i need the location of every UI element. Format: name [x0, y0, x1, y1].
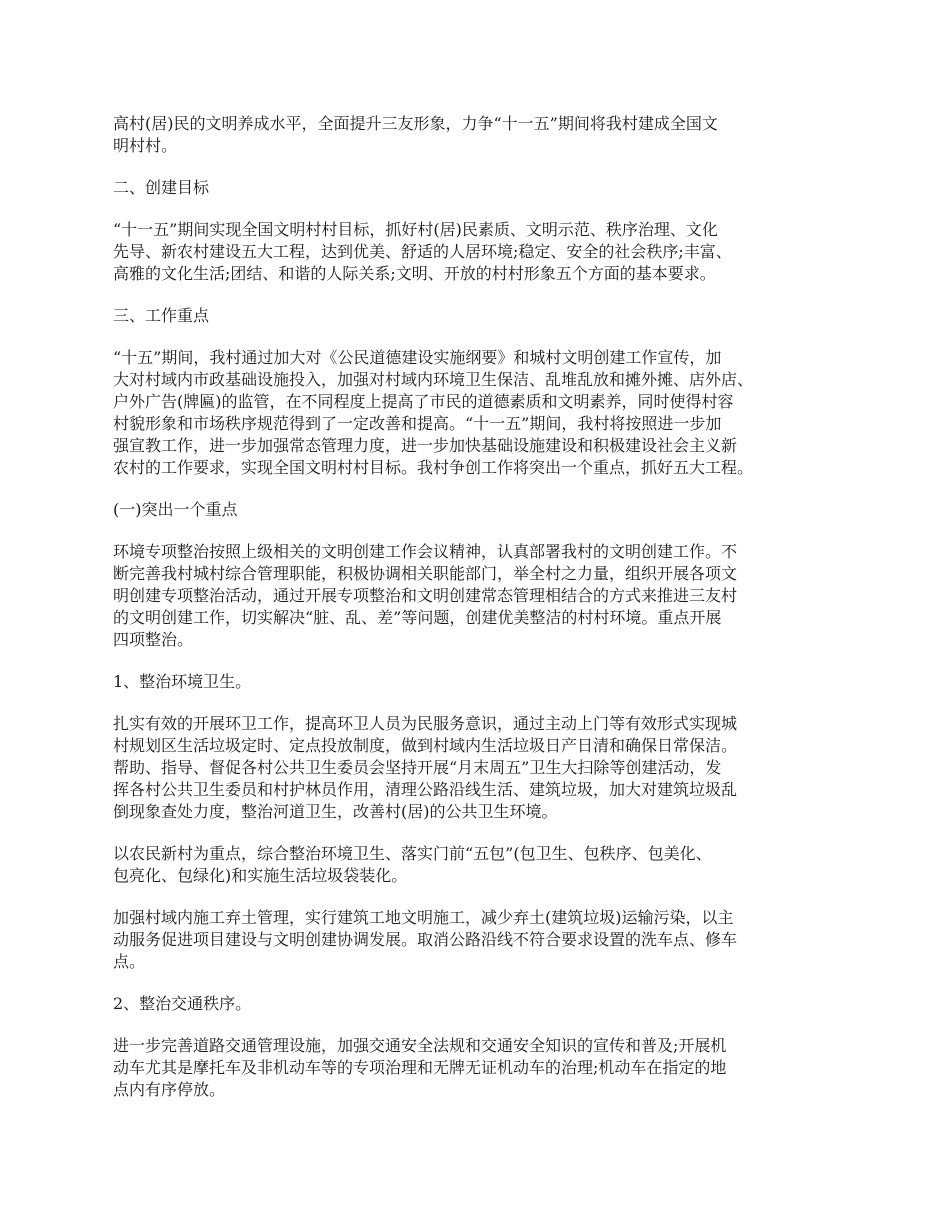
- text-line: 动车尤其是摩托车及非机动车等的专项治理和无牌无证机动车的治理;机动车在指定的地: [113, 1058, 727, 1077]
- text-line: 的文明创建工作，切实解决“脏、乱、差”等问题，创建优美整洁的村村环境。重点开展: [113, 608, 722, 627]
- text-line: 明创建专项整治活动，通过开展专项整治和文明创建常态管理相结合的方式来推进三友村: [113, 586, 738, 605]
- text-line: 加强村域内施工弃土管理，实行建筑工地文明施工，减少弃土(建筑垃圾)运输污染，以主: [113, 908, 734, 927]
- text-line: 高村(居)民的文明养成水平，全面提升三友形象，力争“十一五”期间将我村建成全国文: [113, 114, 718, 133]
- paragraph-env-rectify: [113, 541, 853, 651]
- text-line: 明村村。: [113, 136, 178, 155]
- heading-text: 1、整治环境卫生。: [113, 672, 252, 691]
- text-line: 动服务促进项目建设与文明创建协调发展。取消公路沿线不符合要求设置的洗车点、修车: [113, 930, 738, 949]
- text-line: 户外广告(牌匾)的监管，在不同程度上提高了市民的道德素质和文明素养，同时使得村容: [113, 392, 734, 411]
- document-page: [113, 113, 853, 1121]
- paragraph-traffic: [113, 1035, 853, 1101]
- item-heading-sanitation: [113, 671, 853, 693]
- text-line: 挥各村公共卫生委员和村护林员作用，清理公路沿线生活、建筑垃圾，加大对建筑垃圾乱: [113, 780, 738, 799]
- paragraph-intro-end: [113, 113, 853, 157]
- text-line: 断完善我村城村综合管理职能，积极协调相关职能部门，举全村之力量，组织开展各项文: [113, 564, 738, 583]
- text-line: 以农民新村为重点，综合整治环境卫生、落实门前“五包”(包卫生、包秩序、包美化、: [113, 844, 712, 863]
- heading-text: (一)突出一个重点: [113, 500, 238, 519]
- sub-heading-one-focus: [113, 499, 853, 521]
- paragraph-focus: [113, 347, 853, 479]
- text-line: 先导、新农村建设五大工程，达到优美、舒适的人居环境;稳定、安全的社会秩序;丰富、: [113, 242, 732, 261]
- text-line: 村规划区生活垃圾定时、定点投放制度，做到村域内生活垃圾日产日清和确保日常保洁。: [113, 736, 738, 755]
- item-heading-traffic: [113, 993, 853, 1015]
- text-line: 大对村域内市政基础设施投入，加强对村域内环境卫生保洁、乱堆乱放和摊外摊、店外店、: [113, 370, 754, 389]
- paragraph-construction: [113, 907, 853, 973]
- text-line: 强宣教工作，进一步加强常态管理力度，进一步加快基础设施建设和积极建设社会主义新: [113, 436, 738, 455]
- paragraph-sanitation: [113, 713, 853, 823]
- text-line: 环境专项整治按照上级相关的文明创建工作会议精神，认真部署我村的文明创建工作。不: [113, 542, 738, 561]
- text-line: 倒现象查处力度，整治河道卫生，改善村(居)的公共卫生环境。: [113, 802, 558, 821]
- section-heading-focus: [113, 305, 853, 327]
- text-line: 扎实有效的开展环卫工作，提高环卫人员为民服务意识，通过主动上门等有效形式实现城: [113, 714, 738, 733]
- paragraph-five-packages: [113, 843, 853, 887]
- text-line: 包亮化、包绿化)和实施生活垃圾袋装化。: [113, 866, 408, 885]
- text-line: “十一五”期间实现全国文明村村目标，抓好村(居)民素质、文明示范、秩序治理、文化: [113, 220, 718, 239]
- heading-text: 2、整治交通秩序。: [113, 994, 252, 1013]
- text-line: 四项整治。: [113, 630, 194, 649]
- text-line: 农村的工作要求，实现全国文明村村目标。我村争创工作将突出一个重点，抓好五大工程。: [113, 458, 754, 477]
- section-heading-goals: [113, 177, 853, 199]
- text-line: 帮助、指导、督促各村公共卫生委员会坚持开展“月末周五”卫生大扫除等创建活动，发: [113, 758, 722, 777]
- text-line: 点。: [113, 952, 146, 971]
- text-line: 进一步完善道路交通管理设施，加强交通安全法规和交通安全知识的宣传和普及;开展机: [113, 1036, 727, 1055]
- heading-text: 三、工作重点: [113, 306, 210, 325]
- text-line: 村貌形象和市场秩序规范得到了一定改善和提高。“十一五”期间，我村将按照进一步加: [113, 414, 722, 433]
- paragraph-goals: [113, 219, 853, 285]
- heading-text: 二、创建目标: [113, 178, 210, 197]
- text-line: 高雅的文化生活;团结、和谐的人际关系;文明、开放的村村形象五个方面的基本要求。: [113, 264, 716, 283]
- text-line: 点内有序停放。: [113, 1080, 226, 1099]
- text-line: “十五”期间，我村通过加大对《公民道德建设实施纲要》和城村文明创建工作宣传，加: [113, 348, 722, 367]
